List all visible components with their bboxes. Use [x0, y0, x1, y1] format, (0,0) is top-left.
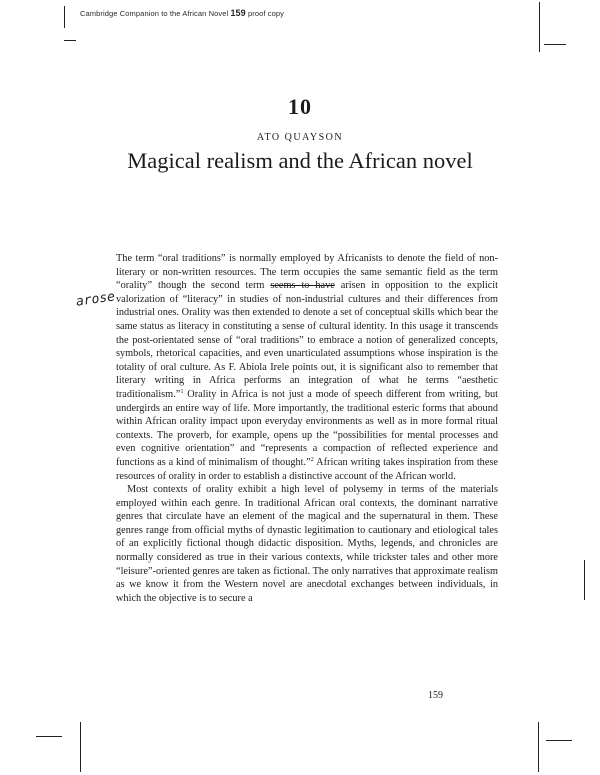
crop-mark-bottom-left-vertical [80, 722, 81, 772]
running-header [80, 8, 340, 18]
text-segment: Orality in Africa is not just a mode of speech different from writing, but undergirds an entire way of life. More importantly, the traditional esteric forms that abound within African orality impact upon everyday environments as well as in more formal ritual contexts. The proverb, for example, opens up the “possibilities for mental processes and even cognitive orientation” and “represents a compaction of reflected experience and functions as a kind of minimalism of thought.” [116, 388, 498, 468]
paragraph-2: Most contexts of orality exhibit a high level of polysemy in terms of the materials employed within each genre. In traditional African oral contexts, the dominant narrative genres that circulate have an element of the magical and the supernatural in them. These genres range from official myths of dynastic legitimation to cautionary and etiological tales of an explicitly fictional though didactic disposition. Myths, legends, and chronicles are normally considered as true in their various contexts, while trickster tales and other more “leisure”-oriented genres are taken as fictional. The only narratives that approximate realism as we know it from the Western novel are anecdotal exchanges between individuals, in which the objective is to secure a [116, 484, 498, 604]
crop-mark-bottom-left-horizontal [36, 736, 62, 737]
crop-mark-top-right-vertical [539, 2, 540, 52]
chapter-number: 10 [288, 94, 312, 119]
page-number: 159 [428, 690, 443, 701]
text-segment: African writing takes inspiration from these resources of orality in order to establish a distinctive account of the African world. [116, 456, 498, 482]
handwritten-margin-note: arose [75, 289, 116, 310]
crop-mark-top-left-vertical [64, 6, 65, 28]
running-header-text: Cambridge Companion to the African Novel [80, 9, 229, 18]
crop-mark-bottom-right-vertical [538, 722, 539, 772]
running-header-page: 159 [230, 8, 246, 18]
crop-mark-side-tick [584, 560, 585, 600]
footnote-ref: 2 [310, 455, 314, 463]
body-text [116, 252, 498, 605]
chapter-author: ATO QUAYSON [256, 132, 344, 143]
crop-mark-bottom-right-horizontal [546, 740, 572, 741]
text-segment: The term “oral traditions” is normally employed by Africanists to denote the field of non-literary or non-written resources. The term occupies the same semantic field as the term “orality” though the second term [116, 253, 498, 292]
struck-text: seems to have [270, 280, 335, 292]
running-header-tail: proof copy [247, 9, 284, 18]
crop-mark-top-left-horizontal [64, 40, 76, 41]
crop-mark-top-right-horizontal [544, 44, 566, 45]
paragraph-1 [116, 252, 498, 483]
text-segment: arisen in opposition to the explicit valorization of “literacy” in studies of non-industrial cultures and their differences from industrial ones. Orality was then extended to denote a set of conceptual skills which bear the same status as literacy in constituting a sense of cultural identity. In this usage it transcends the post-orientated sense of “oral traditions” to embrace a notion of generalized concepts, symbols, rhetorical capacities, and even unarticulated assumptions whose inspiration is the totality of oral culture. As F. Abiola Irele points out, it is significant also to remember that literary writing in Africa performs an integration of what he terms “aesthetic traditionalism.” [116, 280, 498, 400]
footnote-ref: 1 [180, 387, 184, 395]
chapter-title: Magical realism and the African novel [127, 148, 473, 173]
